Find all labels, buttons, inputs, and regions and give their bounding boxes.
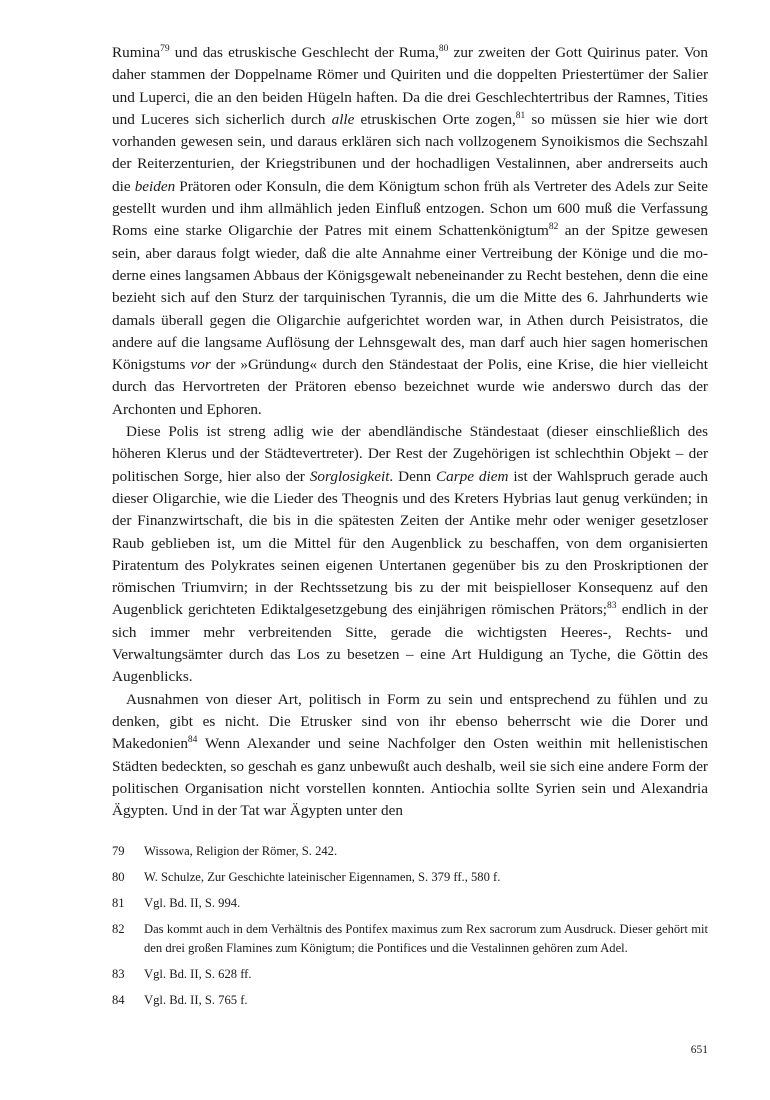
text-run: . Denn <box>389 467 437 485</box>
text-run: der »Gründung« durch den Ständestaat der Polis, eine Krise, die hier vielleicht durch das Hervortreten der Prätoren ebenso bezeichnet wurde wie anderswo durch das der Archonten und Ephoren. <box>112 356 708 418</box>
emphasis: Carpe diem <box>436 467 509 485</box>
paragraph-2 <box>112 421 708 689</box>
footnote-number: 83 <box>112 967 125 981</box>
footnote-number: 81 <box>112 896 125 910</box>
footnote-text: Wissowa, Religion der Römer, S. 242. <box>144 844 338 858</box>
text-run: zur zweiten der Gott Quirinus pater. Von daher stammen der Doppelname Römer und Quiriten und die doppelten Priestertümer der Salier und Luperci, die an den beiden Hügeln haften. Da die drei Geschlechtertribus der Ramnes, Tities und Luceres sich sicherlich durch <box>112 44 708 128</box>
footnote-ref-80[interactable]: 80 <box>438 44 449 54</box>
emphasis: beiden <box>134 177 176 195</box>
text-run: Ausnahmen von dieser Art, politisch in Form zu sein und entsprechend zu fühlen und zu denken, gibt es nicht. Die Etrusker sind von ihr ebenso beherrscht wie die Dorer und Makedonien <box>112 690 708 753</box>
footnote-79 <box>112 842 708 861</box>
text-run: Rumina <box>112 44 161 61</box>
footnote-number: 84 <box>112 993 125 1007</box>
footnote-text: Vgl. Bd. II, S. 628 ff. <box>144 967 252 981</box>
text-run: ist der Wahlspruch gerade auch dieser Oligarchie, wie die Lieder des Theognis und des Kreters Hybrias laut genug verkünden; in der Finanzwirtschaft, die bis in die spätesten Zeiten der Antike mehr oder weniger gesetzloser Raub geblieben ist, um die Mittel für den Augenblick zu beschaffen, von dem organisierten Piratentum des Polykrates seinen eigenen Untertanen gegenüber bis zu den Proskriptionen der römischen Triumvirn; in der Rechtssetzung bis zu der mit beispielloser Konsequenz auf den Augenblick gerichteten Ediktalgesetzgebung des einjährigen römischen Prätors; <box>112 467 708 619</box>
footnote-number: 82 <box>112 922 125 936</box>
text-run: etruskischen Orte zogen, <box>354 110 516 128</box>
text-run: so müssen sie hier wie dort vorhanden gewesen sein, und daraus erklären sich nach vollzogenem Synoikismos die Sechszahl der Reiterzenturien, der Kriegstribunen und der hochadligen Vestalinnen, aber andrerseits auch die <box>112 110 708 195</box>
footnotes <box>112 842 708 1017</box>
emphasis: alle <box>331 110 355 128</box>
footnote-text: Vgl. Bd. II, S. 994. <box>144 896 241 910</box>
text-run: Prätoren oder Konsuln, die dem Königtum schon früh als Vertreter des Adels zur Seite gestellt wurden und ihm allmählich jeden Einfluß entzogen. Schon um 600 muß die Verfassung Roms eine starke Oligarchie der Patres mit einem Schattenkönigtum <box>112 177 708 240</box>
footnote-82 <box>112 920 708 958</box>
footnote-number: 79 <box>112 844 125 858</box>
emphasis: Sorglosigkeit <box>309 467 390 485</box>
footnote-ref-83[interactable]: 83 <box>607 601 617 612</box>
footnote-ref-84[interactable]: 84 <box>187 735 198 746</box>
footnote-ref-79[interactable]: 79 <box>160 44 170 54</box>
text-run: Wenn Alexander und seine Nachfolger den Osten weithin mit hellenistischen Städten bedeckten, so geschah es ganz unbewußt auch deshalb, weil sie sich eine andere Form der politischen Organisation nicht vorstellen konnten. Antiochia sollte Syrien sein und Alexandria Ägypten. Und in der Tat war Ägypten unter den <box>112 735 708 820</box>
footnote-81 <box>112 894 708 913</box>
paragraph-1 <box>112 42 708 421</box>
text-run: Diese Polis ist streng adlig wie der abendländische Ständestaat (dieser einschließlich des höheren Klerus und der Städtevertreter). Der Rest der Zugehörigen ist schlechthin Objekt – der politischen Sorge, hier also der <box>112 423 708 485</box>
text-run: endlich in der sich immer mehr verbreitenden Sitte, gerade die wichtigsten Heeres-, Rechts- und Verwaltungsämter durch das Los zu besetzen – eine Art Huldigung an Tyche, die Göttin des Augenblicks. <box>112 601 708 686</box>
footnote-ref-81[interactable]: 81 <box>515 110 526 121</box>
footnote-ref-82[interactable]: 82 <box>548 222 559 233</box>
text-run: an der Spitze gewesen sein, aber daraus folgt wieder, daß die alte Annahme einer Vertreibung der Könige und die moderne eines langsamen Abbaus der Königsgewalt nebeneinander zu Recht bestehen, denn die eine bezieht sich auf den Sturz der tarquinischen Tyrannis, die um die Mitte des 6. Jahrhunderts wie damals überall gegen die Oligarchie aufgerichtet worden war, in Athen durch Peisistratos, die andere auf die langsame Auflösung der Lehnsgewalt des, man darf auch hier sagen homerischen Königstums <box>112 222 708 374</box>
footnote-number: 80 <box>112 870 125 884</box>
footnote-text: W. Schulze, Zur Geschichte lateinischer Eigennamen, S. 379 ff., 580 f. <box>144 870 501 884</box>
footnote-80 <box>112 868 708 887</box>
emphasis: vor <box>190 356 211 374</box>
body-text <box>112 42 708 822</box>
footnote-text: Das kommt auch in dem Verhältnis des Pontifex maximus zum Rex sacrorum zum Ausdruck. Dieser gehört mit den drei großen Flamines zum Königtum; die Pontifices und die Vestalinnen gehören zum Adel. <box>144 922 708 955</box>
text-run: und das etruskische Geschlecht der Ruma, <box>169 44 439 61</box>
page-number: 651 <box>690 1044 708 1056</box>
footnote-83 <box>112 965 708 984</box>
footnote-text: Vgl. Bd. II, S. 765 f. <box>144 993 248 1007</box>
paragraph-3 <box>112 689 708 823</box>
footnote-84 <box>112 991 708 1010</box>
